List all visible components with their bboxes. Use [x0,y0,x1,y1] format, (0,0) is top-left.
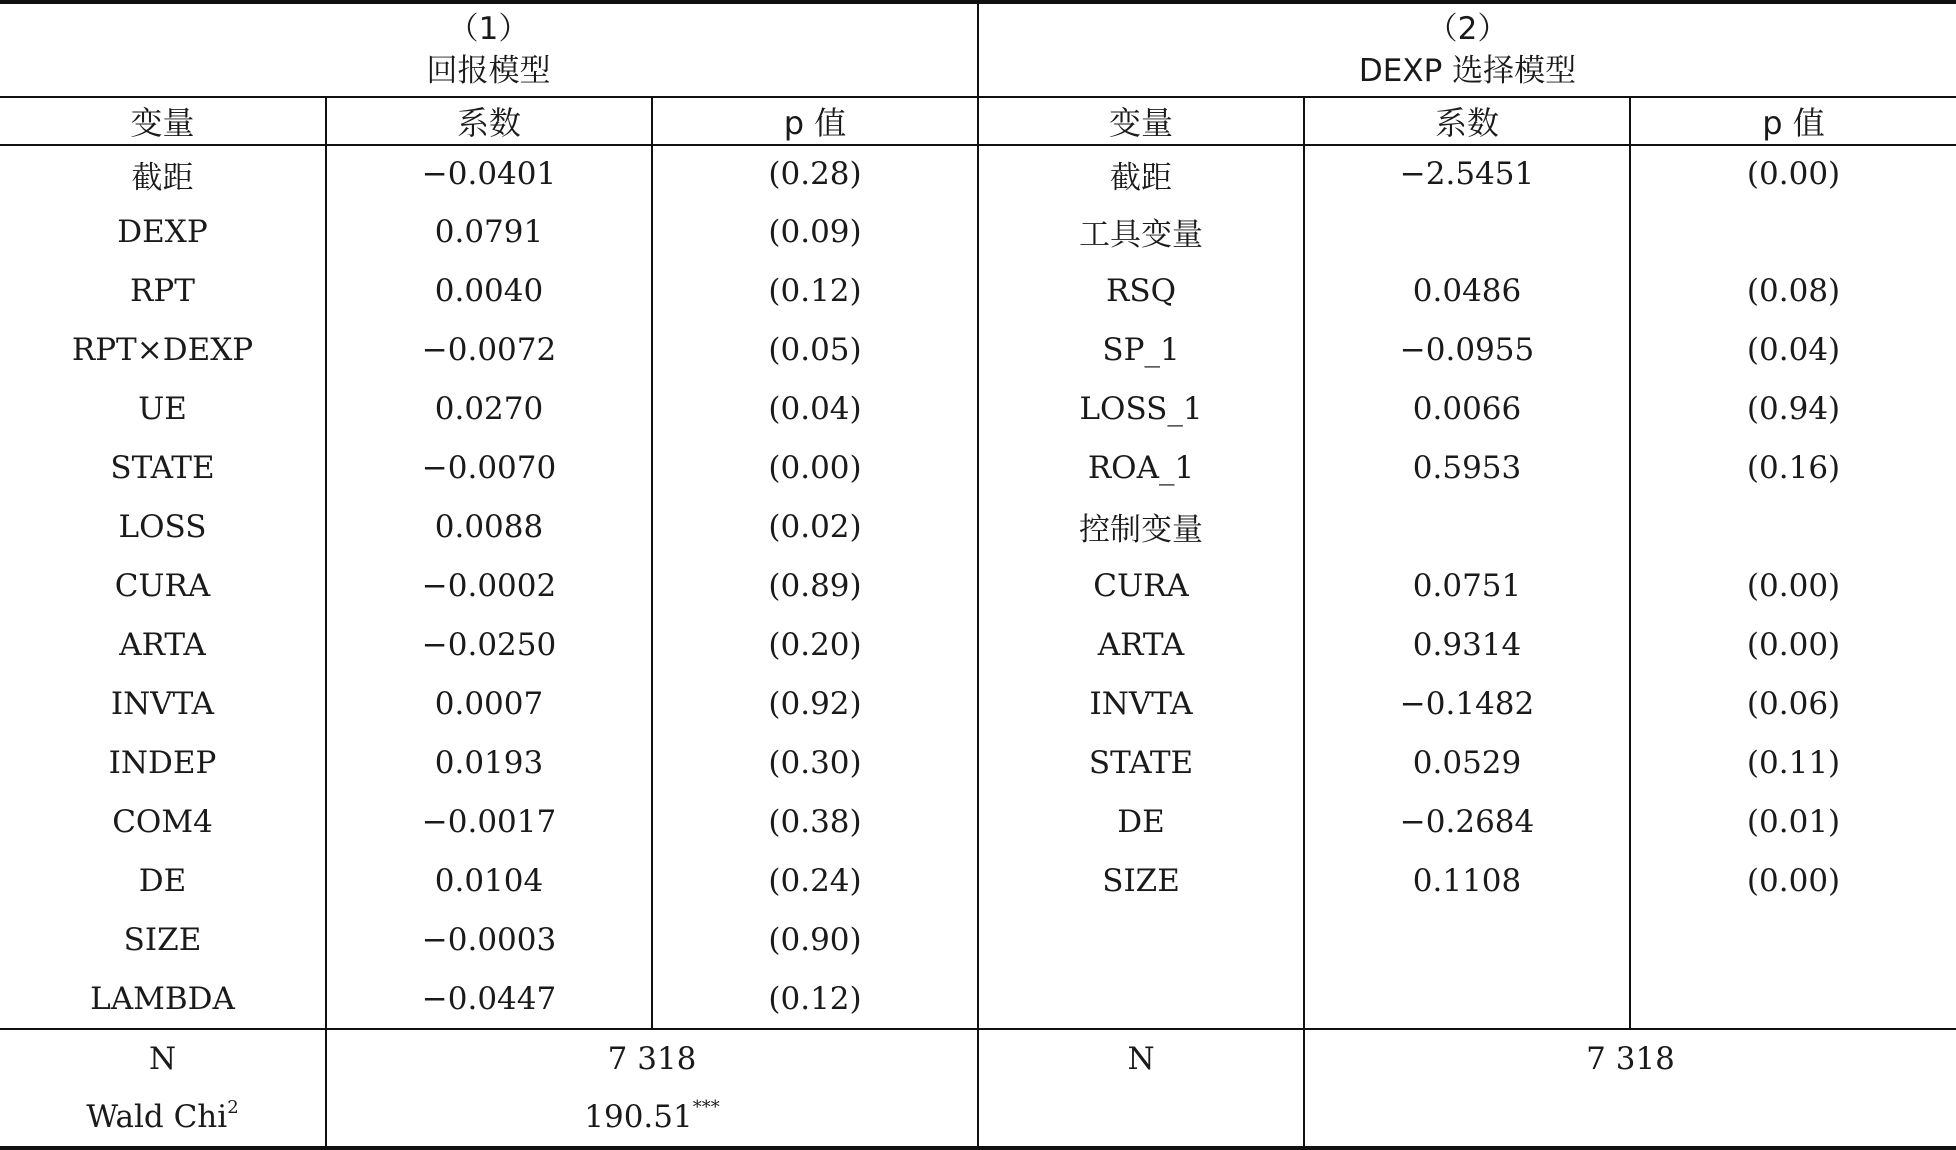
table-row [0,379,1956,438]
pvalue-cell-1: (0.04) [652,379,978,438]
pvalue-cell-2: (0.04) [1630,320,1956,379]
coef-cell-1: −0.0072 [326,320,652,379]
coef-cell-1: −0.0447 [326,969,652,1029]
variable-cell-1: COM4 [112,803,213,840]
coef-cell-1: 0.0007 [326,674,652,733]
variable-cell-2: DE [978,792,1304,851]
wald-value: 190.51 [584,1099,693,1135]
footer-wald-row [0,1088,1956,1148]
coef-cell-1: −0.0250 [326,615,652,674]
coef-cell-1: −0.0003 [326,910,652,969]
table-row [0,910,1956,969]
variable-cell-2: INVTA [978,674,1304,733]
col-variable-1: 变量 [0,97,326,145]
coef-cell-1: 0.0104 [326,851,652,910]
pvalue-cell-1: (0.28) [652,145,978,202]
pvalue-cell-1: (0.02) [652,497,978,556]
variable-cell-1: 截距 [131,159,194,196]
pvalue-cell-2: (0.01) [1630,792,1956,851]
variable-cell-1: SIZE [123,921,202,958]
coef-cell-2 [1304,969,1630,1029]
variable-cell-1: LAMBDA [90,980,235,1017]
pvalue-cell-2: (0.11) [1630,733,1956,792]
model2-number: （2） [1426,11,1509,47]
coef-cell-2: 0.9314 [1304,615,1630,674]
coef-cell-2 [1304,202,1630,261]
column-header-row [0,97,1956,145]
variable-cell-2: 工具变量 [978,202,1304,261]
pvalue-cell-2: (0.00) [1630,851,1956,910]
table-row [0,792,1956,851]
pvalue-cell-2 [1630,497,1956,556]
n-label-1: N [0,1029,326,1088]
coef-cell-1: 0.0791 [326,202,652,261]
coef-cell-2: 0.0066 [1304,379,1630,438]
model1-header [0,2,978,97]
variable-cell-2: RSQ [978,261,1304,320]
pvalue-cell-1: (0.30) [652,733,978,792]
table-row [0,674,1956,733]
coef-cell-1: −0.0401 [326,145,652,202]
pvalue-cell-2: (0.08) [1630,261,1956,320]
wald-empty-1 [978,1088,1304,1148]
model1-title: 回报模型 [426,53,551,89]
table-row [0,556,1956,615]
pvalue-cell-2 [1630,969,1956,1029]
pvalue-cell-1: (0.89) [652,556,978,615]
table-row [0,851,1956,910]
pvalue-cell-1: (0.90) [652,910,978,969]
coef-cell-2: −0.0955 [1304,320,1630,379]
variable-cell-1: CURA [114,567,211,604]
col-coef-2: 系数 [1304,97,1630,145]
variable-cell-2 [978,910,1304,969]
coef-cell-1: 0.0270 [326,379,652,438]
variable-cell-2: SIZE [978,851,1304,910]
wald-value-cell [326,1088,978,1148]
col-coef-1: 系数 [326,97,652,145]
model2-title: DEXP 选择模型 [1358,53,1577,89]
variable-cell-2: SP_1 [978,320,1304,379]
coef-cell-2: 0.0529 [1304,733,1630,792]
coef-cell-2: −2.5451 [1304,145,1630,202]
pvalue-cell-1: (0.12) [652,969,978,1029]
wald-label-text: Wald Chi [86,1099,228,1135]
pvalue-cell-2: (0.16) [1630,438,1956,497]
table-row [0,438,1956,497]
footer-n-row [0,1029,1956,1088]
table-row [0,497,1956,556]
variable-cell-2: 截距 [978,145,1304,202]
coef-cell-1: −0.0017 [326,792,652,851]
coef-cell-2: 0.0751 [1304,556,1630,615]
table-row [0,615,1956,674]
variable-cell-1: INVTA [110,685,215,722]
table-row [0,261,1956,320]
variable-cell-1: UE [138,390,187,427]
pvalue-cell-2: (0.00) [1630,145,1956,202]
pvalue-cell-1: (0.92) [652,674,978,733]
pvalue-cell-1: (0.09) [652,202,978,261]
variable-cell-1: INDEP [108,744,217,781]
variable-cell-2: ARTA [978,615,1304,674]
model2-header [978,2,1956,97]
variable-cell-1: STATE [110,449,215,486]
coef-cell-1: 0.0193 [326,733,652,792]
pvalue-cell-2: (0.94) [1630,379,1956,438]
variable-cell-2: STATE [978,733,1304,792]
pvalue-cell-2: (0.00) [1630,556,1956,615]
model1-number: （1） [447,11,530,47]
wald-stars: *** [692,1097,720,1118]
variable-cell-2 [978,969,1304,1029]
wald-empty-2 [1304,1088,1956,1148]
coef-cell-1: 0.0040 [326,261,652,320]
pvalue-cell-1: (0.20) [652,615,978,674]
coef-cell-2 [1304,910,1630,969]
variable-cell-2: 控制变量 [978,497,1304,556]
col-variable-2: 变量 [978,97,1304,145]
wald-label [0,1088,326,1148]
col-pvalue-2: p 值 [1630,97,1956,145]
variable-cell-2: ROA_1 [978,438,1304,497]
variable-cell-1: DEXP [117,213,208,250]
coef-cell-2: 0.0486 [1304,261,1630,320]
wald-exponent: 2 [227,1097,239,1118]
coef-cell-2 [1304,497,1630,556]
pvalue-cell-1: (0.05) [652,320,978,379]
pvalue-cell-2 [1630,202,1956,261]
table-row [0,320,1956,379]
pvalue-cell-2: (0.00) [1630,615,1956,674]
col-pvalue-1: p 值 [652,97,978,145]
variable-cell-1: RPT [130,272,195,309]
n-label-2: N [978,1029,1304,1088]
coef-cell-2: 0.5953 [1304,438,1630,497]
table-row [0,145,1956,202]
table-body [0,145,1956,1029]
pvalue-cell-1: (0.12) [652,261,978,320]
variable-cell-1: RPT×DEXP [71,331,254,368]
coef-cell-2: −0.2684 [1304,792,1630,851]
model-header-row [0,2,1956,97]
variable-cell-1: ARTA [119,626,206,663]
coef-cell-2: 0.1108 [1304,851,1630,910]
table-row [0,733,1956,792]
pvalue-cell-1: (0.38) [652,792,978,851]
n-value-1: 7 318 [326,1029,978,1088]
table-row [0,202,1956,261]
pvalue-cell-1: (0.00) [652,438,978,497]
coef-cell-2: −0.1482 [1304,674,1630,733]
pvalue-cell-2: (0.06) [1630,674,1956,733]
variable-cell-2: CURA [978,556,1304,615]
coef-cell-1: −0.0002 [326,556,652,615]
table-row [0,969,1956,1029]
variable-cell-2: LOSS_1 [978,379,1304,438]
n-value-2: 7 318 [1304,1029,1956,1088]
variable-cell-1: LOSS [118,508,207,545]
pvalue-cell-1: (0.24) [652,851,978,910]
coef-cell-1: 0.0088 [326,497,652,556]
variable-cell-1: DE [138,862,187,899]
coef-cell-1: −0.0070 [326,438,652,497]
pvalue-cell-2 [1630,910,1956,969]
